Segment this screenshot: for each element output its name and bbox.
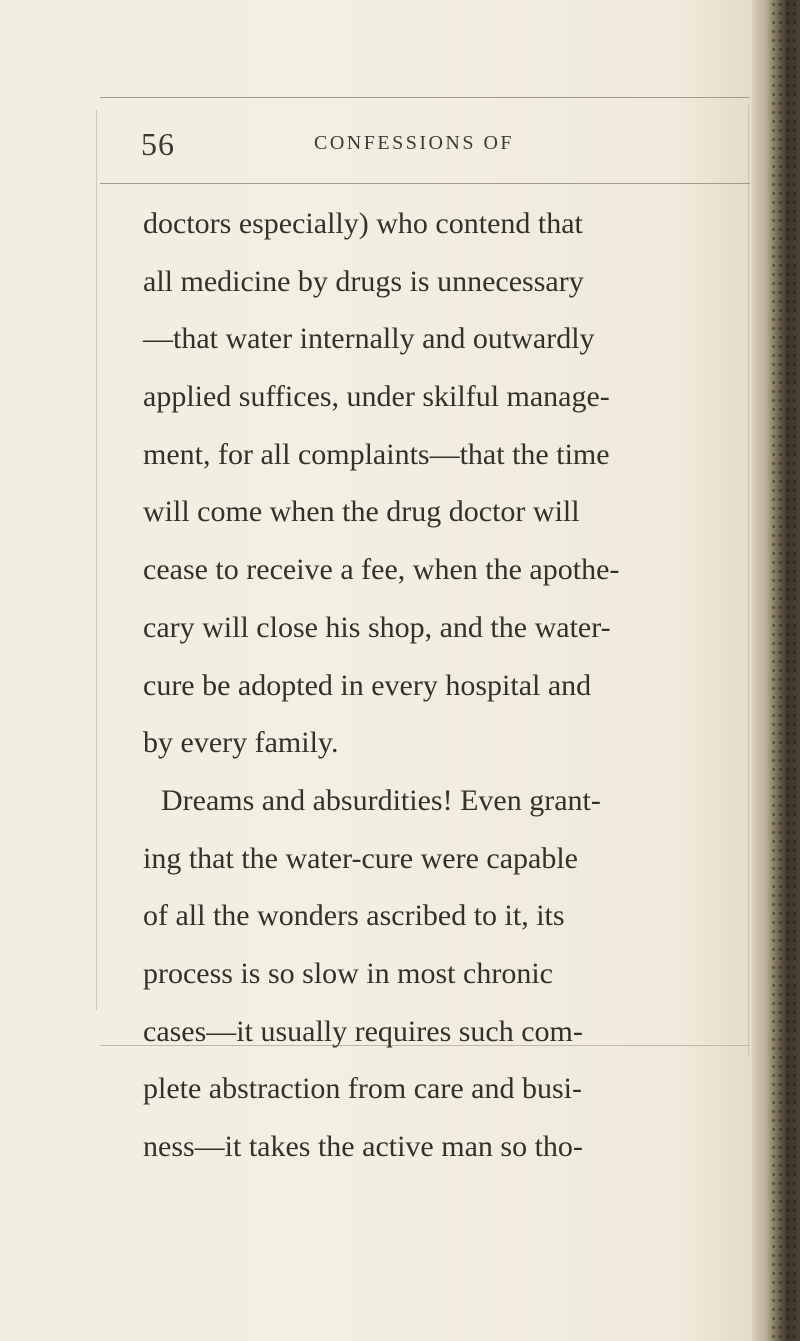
- page-number: 56: [141, 126, 175, 162]
- header-rule: [100, 183, 750, 184]
- paragraph-start-line: Dreams and absurdities! Even grant-: [161, 783, 601, 817]
- text-line: cary will close his shop, and the water-: [143, 610, 611, 644]
- text-line: cease to receive a fee, when the apothe-: [143, 553, 620, 587]
- scan-edge-texture: [770, 0, 800, 1341]
- right-margin-line: [748, 105, 749, 1055]
- top-border-rule: [100, 97, 750, 98]
- left-margin-line: [96, 110, 97, 1010]
- text-line: of all the wonders ascribed to it, its: [143, 899, 565, 933]
- running-title: CONFESSIONS OF: [314, 132, 515, 154]
- body-text: [143, 195, 703, 1176]
- text-line: process is so slow in most chronic: [143, 956, 553, 990]
- text-line: cure be adopted in every hospital and: [143, 668, 592, 702]
- text-line: —that water internally and outwardly: [143, 322, 595, 356]
- text-line: will come when the drug doctor will: [143, 495, 580, 529]
- text-line: ment, for all complaints—that the time: [143, 437, 610, 471]
- text-line: by every family.: [143, 726, 339, 760]
- text-line: applied suffices, under skilful manage-: [143, 380, 610, 414]
- text-line: doctors especially) who contend that: [143, 207, 583, 240]
- text-line: ness—it takes the active man so tho-: [143, 1130, 583, 1163]
- text-line: ing that the water-cure were capable: [143, 841, 578, 875]
- text-line: cases—it usually requires such com-: [143, 1014, 583, 1048]
- text-line: all medicine by drugs is unnecessary: [143, 264, 584, 298]
- text-line: plete abstraction from care and busi-: [143, 1072, 582, 1106]
